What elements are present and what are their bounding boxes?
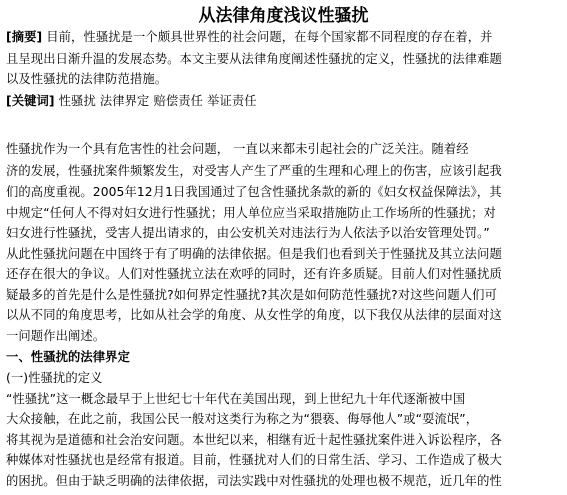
body-line: 们的高度重视。2005年12月1日我国通过了包含性骚扰条款的新的《妇女权益保障法》，其 xyxy=(6,185,502,199)
abstract-line-1 xyxy=(6,29,493,45)
subsection-heading: (一)性骚扰的定义 xyxy=(6,371,103,385)
abstract-label: [摘要] xyxy=(6,30,43,44)
body-line: 中规定“任何人不得对妇女进行性骚扰；用人单位应当采取措施防止工作场所的性骚扰；对 xyxy=(6,206,496,220)
body-line: 的困扰。但由于缺乏明确的法律依据，司法实践中对性骚扰的处理也极不规范，近几年的性 xyxy=(6,474,502,488)
keywords-line xyxy=(6,93,257,109)
body-line: 还存在很大的争议。人们对性骚扰立法在欢呼的同时，还有许多质疑。目前人们对性骚扰质 xyxy=(6,267,502,281)
body-line: 妇女进行性骚扰，受害人提出请求的，由公安机关对违法行为人依法予以治安管理处罚。” xyxy=(6,226,490,240)
body-line: 将其视为是道德和社会治安问题。本世纪以来，相继有近十起性骚扰案件进入诉讼程序，各 xyxy=(6,433,502,447)
body-line: “性骚扰”这一概念最早于上世纪七十年代在美国出现，到上世纪九十年代逐渐被中国 xyxy=(6,392,466,406)
section-heading: 一、性骚扰的法律界定 xyxy=(6,350,130,364)
body-line: 种媒体对性骚扰也是经常有报道。目前，性骚扰对人们的日常生活、学习、工作造成了极大 xyxy=(6,453,502,467)
body-line: 从此性骚扰问题在中国终于有了明确的法律依据。但是我们也看到关于性骚扰及其立法问题 xyxy=(6,247,502,261)
abstract-line-3: 以及性骚扰的法律防范措施。 xyxy=(6,72,168,86)
body-line: 一问题作出阐述。 xyxy=(6,329,106,343)
abstract-text-1: 目前，性骚扰是一个颇具世界性的社会问题，在每个国家都不同程度的存在着，并 xyxy=(42,30,493,44)
body-line: 以从不同的角度思考，比如从社会学的角度、从女性学的角度，以下我仅从法律的层面对这 xyxy=(6,308,502,322)
keywords-text: 性骚扰 法律界定 赔偿责任 举证责任 xyxy=(54,94,257,108)
document-title: 从法律角度浅议性骚扰 xyxy=(198,6,369,26)
abstract-line-2: 且呈现出日渐升温的发展态势。本文主要从法律角度阐述性骚扰的定义，性骚扰的法律难题 xyxy=(6,52,502,66)
body-line: 疑最多的首先是什么是性骚扰?如何界定性骚扰?其次是如何防范性骚扰?对这些问题人们可 xyxy=(6,288,497,302)
body-line: 大众接触，在此之前，我国公民一般对这类行为称之为“猥亵、侮辱他人”或“耍流氓”， xyxy=(6,412,479,426)
body-line: 性骚扰作为一个具有危害性的社会问题， 一直以来都未引起社会的广泛关注。随着经 xyxy=(6,142,469,156)
body-line: 济的发展，性骚扰案件频繁发生，对受害人产生了严重的生理和心理上的伤害，应该引起我 xyxy=(6,164,502,178)
keywords-label: [关键词] xyxy=(6,94,55,108)
